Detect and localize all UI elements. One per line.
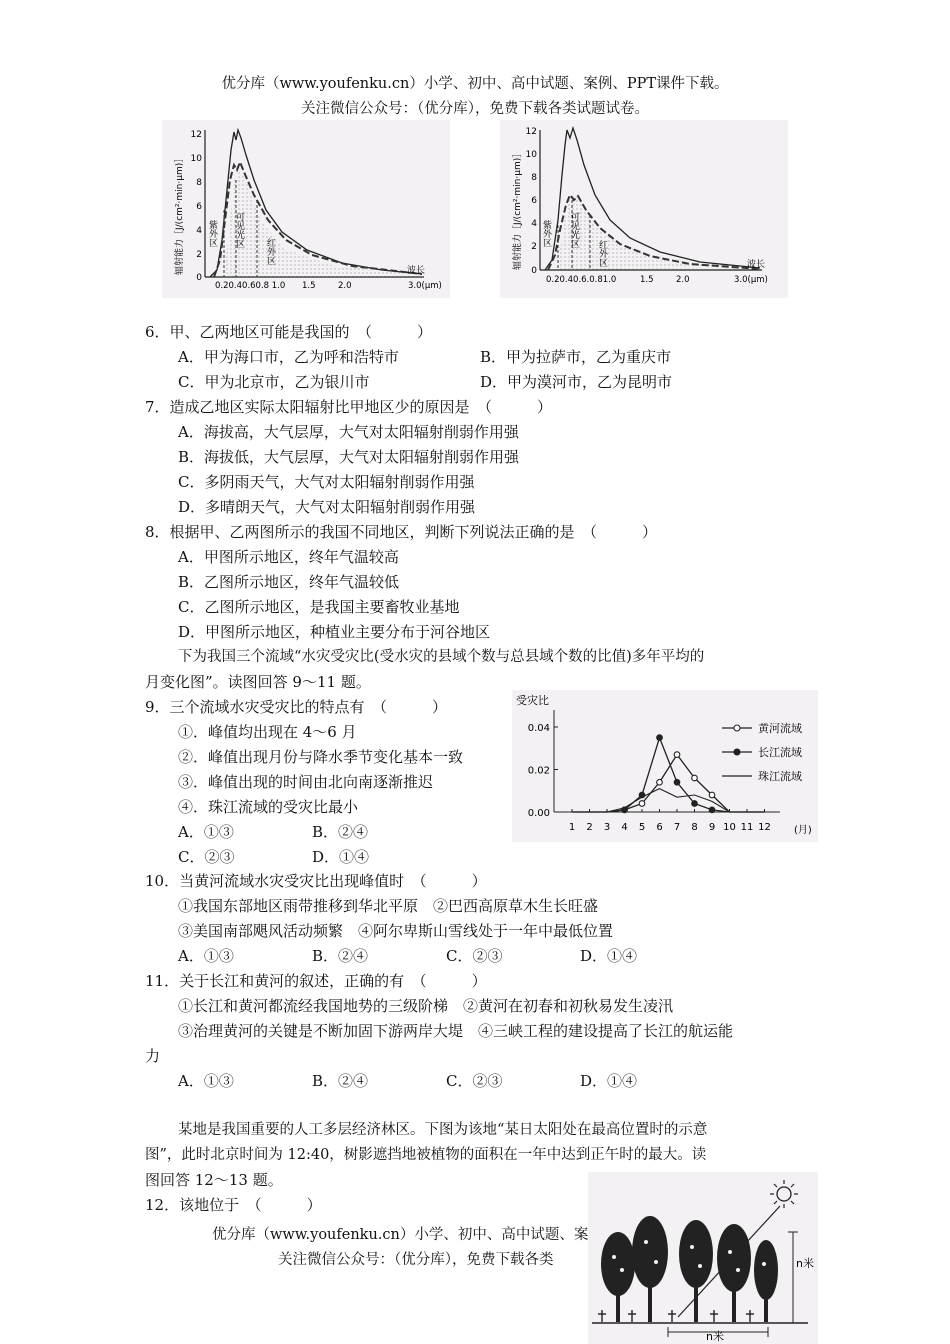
y-tick: 12 [525, 127, 537, 137]
q10-line-1: ①我国东部地区雨带推移到华北平原 ②巴西高原草木生长旺盛 [178, 897, 599, 915]
q6-stem: 6．甲、乙两地区可能是我国的 （ ） [145, 323, 433, 341]
q8-option-a[interactable]: A．甲图所示地区，终年气温较高 [178, 548, 399, 566]
x-tick-label: 5 [638, 822, 646, 833]
q9-option-d[interactable]: D．①④ [312, 848, 370, 866]
q10-option-a[interactable]: A．①③ [178, 947, 234, 965]
y-tick: 2 [196, 250, 202, 260]
header-line-1: 优分库（www.youfenku.cn）小学、初中、高中试题、案例、PPT课件下载。 [221, 76, 729, 92]
intro-12-13-line-3: 图回答 12～13 题。 [145, 1171, 283, 1189]
series-2-point [674, 779, 680, 785]
series-1-point [709, 792, 715, 798]
q10-stem: 10．当黄河流域水灾受灾比出现峰值时 （ ） [145, 872, 487, 890]
y-tick: 4 [196, 226, 202, 236]
y-tick: 4 [531, 219, 537, 229]
region-visible-label: 可见光区 [234, 212, 244, 248]
x-tick-label: 2 [586, 822, 593, 833]
series-1-point [657, 779, 663, 785]
x-axis-title: 波长 [747, 260, 766, 270]
intro-9-11-line-1: 下为我国三个流域“水灾受灾比(受水灾的县域个数与总县域个数的比值)多年平均的 [178, 649, 705, 665]
x-tick-label: 9 [708, 822, 716, 833]
q7-option-a[interactable]: A．海拔高，大气层厚，大气对太阳辐射削弱作用强 [178, 423, 519, 441]
y-tick: 0 [196, 273, 202, 283]
q6-option-a[interactable]: A．甲为海口市，乙为呼和浩特市 [178, 348, 399, 366]
y-tick: 6 [196, 202, 202, 212]
x-tick-label: 1 [568, 822, 576, 833]
footer-line-1: 优分库（www.youfenku.cn）小学、初中、高中试题、案 [212, 1227, 589, 1243]
q11-option-b[interactable]: B．②④ [312, 1072, 369, 1090]
q11-stem: 11．关于长江和黄河的叙述，正确的有 （ ） [145, 972, 487, 990]
q9-statement-4: ④．珠江流域的受灾比最小 [178, 798, 359, 816]
q11-option-d[interactable]: D．①④ [580, 1072, 638, 1090]
y-tick: 6 [531, 196, 537, 206]
q7-option-b[interactable]: B．海拔低，大气层厚，大气对太阳辐射削弱作用强 [178, 448, 520, 466]
y-tick-label: 0.02 [527, 765, 550, 777]
legend-label: 珠江流域 [758, 770, 802, 783]
x-tick: 2.0 [676, 275, 690, 285]
x-tick: 1.5 [302, 281, 316, 291]
q9-option-c[interactable]: C．②③ [178, 848, 235, 866]
q9-option-a[interactable]: A．①③ [178, 823, 234, 841]
flood-ratio-chart [512, 690, 818, 842]
intro-12-13-line-2: 图”，此时北京时间为 12:40，树影遮挡地被植物的面积在一年中达到正午时的最大。读 [145, 1147, 707, 1163]
q10-option-d[interactable]: D．①④ [580, 947, 638, 965]
sun-icon [770, 1180, 798, 1208]
y-tick: 8 [531, 173, 537, 183]
series-line-1 [572, 755, 765, 812]
width-label: n米 [706, 1330, 724, 1343]
x-tick-group: 0.20.40.60.8 1.0 [215, 281, 286, 291]
legend-marker [734, 725, 740, 731]
x-tick-group: 0.20.40.6.0.81.0 [546, 275, 617, 285]
x-tick-label: 3 [603, 822, 611, 833]
y-tick: 10 [190, 154, 202, 164]
series-1-point [639, 801, 645, 807]
q7-stem: 7．造成乙地区实际太阳辐射比甲地区少的原因是 （ ） [145, 398, 553, 416]
y-tick: 8 [196, 178, 202, 188]
q6-option-d[interactable]: D．甲为漠河市，乙为昆明市 [480, 373, 673, 391]
q9-statement-3: ③．峰值出现的时间由北向南逐渐推迟 [178, 773, 434, 791]
y-tick-label: 0.00 [527, 808, 550, 819]
radiation-chart-jia [162, 120, 450, 298]
q7-option-c[interactable]: C．多阴雨天气，大气对太阳辐射削弱作用强 [178, 473, 475, 491]
q6-option-c[interactable]: C．甲为北京市，乙为银川市 [178, 373, 370, 391]
q9-stem: 9．三个流域水灾受灾比的特点有 （ ） [145, 698, 448, 716]
q8-option-d[interactable]: D．甲图所示地区，种植业主要分布于河谷地区 [178, 623, 491, 641]
q11-line-3: 力 [145, 1047, 161, 1065]
y-tick: 0 [531, 266, 537, 276]
x-tick: 1.5 [640, 275, 654, 285]
q11-line-1: ①长江和黄河都流经我国地势的三级阶梯 ②黄河在初春和初秋易发生凌汛 [178, 997, 674, 1015]
chart-ylabel: 受灾比 [516, 694, 549, 707]
series-line-3 [572, 789, 765, 812]
q9-statement-2: ②．峰值出现月份与降水季节变化基本一致 [178, 748, 464, 766]
region-visible-label: 可见光区 [569, 212, 579, 248]
y-tick: 10 [525, 150, 537, 160]
y-tick-label: 0.04 [527, 723, 550, 734]
intro-12-13-line-1: 某地是我国重要的人工多层经济林区。下图为该地“某日太阳处在最高位置时的示意 [178, 1122, 708, 1138]
q12-stem: 12．该地位于 （ ） [145, 1196, 322, 1214]
x-tick: 3.0(μm) [734, 275, 768, 285]
q11-line-2: ③治理黄河的关键是不断加固下游两岸大堤 ④三峡工程的建设提高了长江的航运能 [178, 1022, 734, 1040]
q8-stem: 8．根据甲、乙两图所示的我国不同地区，判断下列说法正确的是 （ ） [145, 523, 658, 541]
x-tick-label: 4 [621, 822, 628, 833]
q7-option-d[interactable]: D．多晴朗天气，大气对太阳辐射削弱作用强 [178, 498, 476, 516]
q11-option-a[interactable]: A．①③ [178, 1072, 234, 1090]
region-uv-label: 紫外区 [207, 220, 217, 247]
chart-x-unit: (月) [794, 825, 812, 836]
q11-option-c[interactable]: C．②③ [446, 1072, 503, 1090]
radiation-ylabel: 辐射能力［J/(cm²·min·μm)］ [513, 148, 523, 270]
x-tick-label: 8 [691, 822, 698, 833]
q8-option-c[interactable]: C．乙图所示地区，是我国主要畜牧业基地 [178, 598, 460, 616]
height-label: n米 [796, 1257, 814, 1270]
q8-option-b[interactable]: B．乙图所示地区，终年气温较低 [178, 573, 400, 591]
series-1-point [674, 752, 680, 758]
x-tick-label: 6 [656, 822, 663, 833]
x-tick-label: 7 [673, 822, 681, 833]
x-tick-label: 10 [723, 822, 736, 833]
x-tick-label: 11 [740, 822, 754, 833]
q9-option-b[interactable]: B．②④ [312, 823, 369, 841]
region-uv-label: 紫外区 [541, 220, 551, 247]
footer-line-2: 关注微信公众号：（优分库），免费下载各类 [278, 1252, 554, 1268]
q9-statement-1: ①．峰值均出现在 4～6 月 [178, 723, 357, 741]
legend-marker [734, 749, 740, 755]
x-tick: 3.0(μm) [408, 281, 442, 291]
header-line-2: 关注微信公众号：（优分库），免费下载各类试题试卷。 [301, 101, 649, 117]
region-ir-label: 红外区 [597, 240, 607, 267]
q6-option-b[interactable]: B．甲为拉萨市，乙为重庆市 [480, 348, 672, 366]
x-tick: 2.0 [338, 281, 352, 291]
series-2-point [709, 807, 715, 813]
x-tick-label: 12 [758, 822, 771, 833]
y-tick: 2 [531, 242, 537, 252]
tree-row [601, 1216, 778, 1322]
forest-shadow-figure [588, 1172, 818, 1344]
radiation-chart-yi [500, 120, 788, 298]
series-1-point [692, 775, 698, 781]
intro-9-11-line-2: 月变化图”。读图回答 9～11 题。 [145, 673, 371, 691]
legend-label: 长江流域 [758, 746, 802, 759]
legend-label: 黄河流域 [758, 722, 802, 735]
region-ir-label: 红外区 [265, 238, 275, 265]
y-tick: 12 [190, 130, 202, 140]
x-axis-title: 波长 [407, 266, 426, 276]
radiation-ylabel: 辐射能力［J/(cm²·min·μm)］ [175, 153, 185, 275]
q10-option-c[interactable]: C．②③ [446, 947, 503, 965]
q10-option-b[interactable]: B．②④ [312, 947, 369, 965]
series-2-point [692, 801, 698, 807]
q10-line-2: ③美国南部飓风活动频繁 ④阿尔卑斯山雪线处于一年中最低位置 [178, 922, 614, 940]
series-2-point [657, 735, 663, 741]
